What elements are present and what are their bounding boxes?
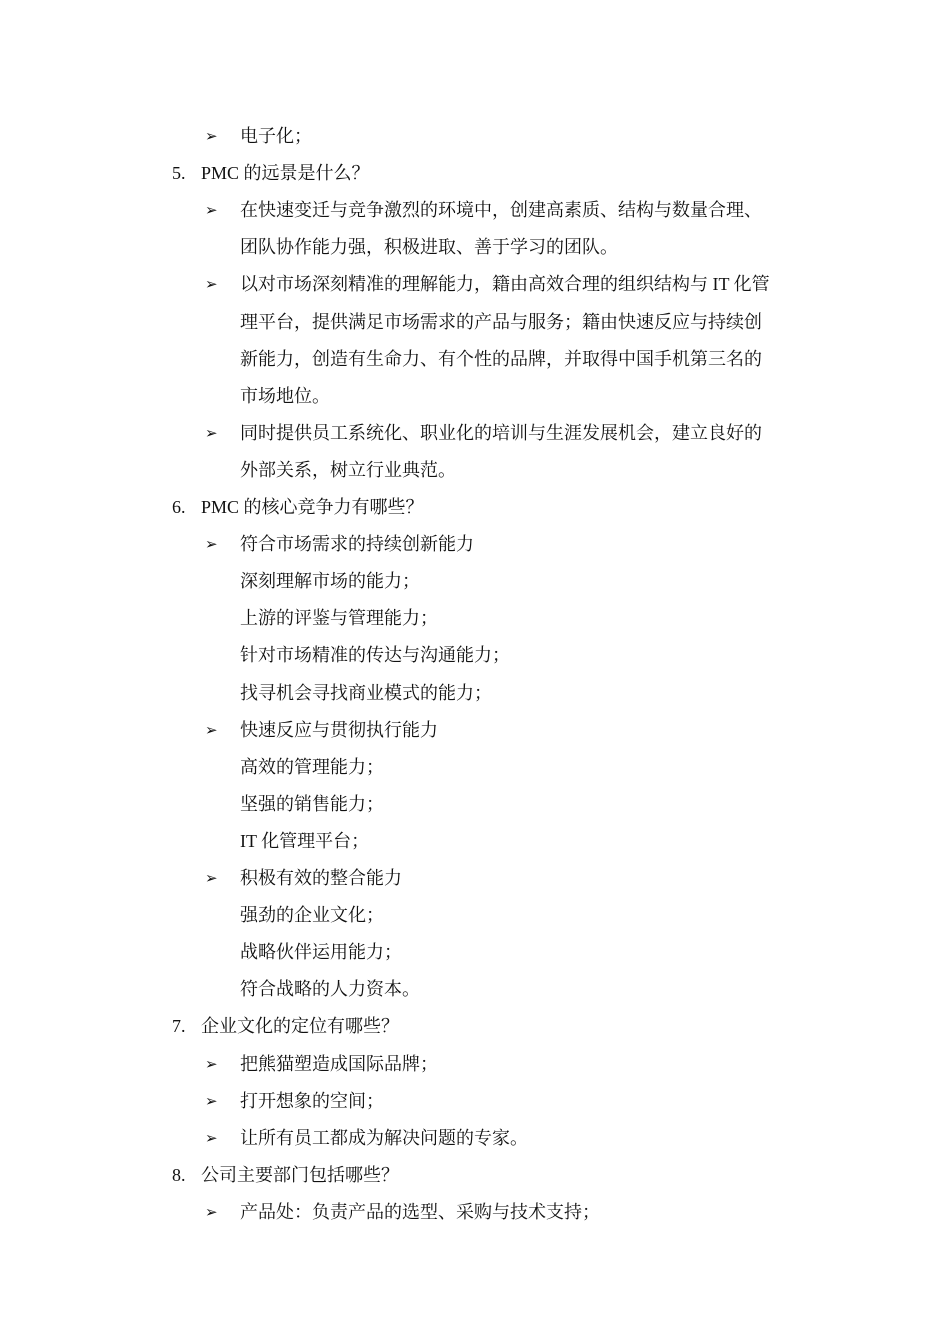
paragraph-text: 外部关系，树立行业典范。 — [240, 460, 456, 480]
arrow-bullet-icon: ➢ — [205, 127, 218, 145]
bullet-text: 快速反应与贯彻执行能力 — [240, 720, 438, 740]
paragraph-text: 高效的管理能力； — [240, 757, 384, 777]
paragraph-text: 市场地位。 — [240, 386, 330, 406]
arrow-bullet-icon: ➢ — [205, 275, 218, 293]
arrow-bullet-icon: ➢ — [205, 1055, 218, 1073]
continuation-line — [0, 384, 950, 408]
continuation-line — [0, 347, 950, 371]
bullet-text: 符合市场需求的持续创新能力 — [240, 534, 474, 554]
arrow-bullet-icon: ➢ — [205, 535, 218, 553]
bullet-text: 在快速变迁与竞争激烈的环境中，创建高素质、结构与数量合理、 — [240, 200, 762, 220]
bullet-text: 电子化； — [240, 126, 312, 146]
question-text: 企业文化的定位有哪些？ — [201, 1016, 399, 1036]
continuation-line — [0, 903, 950, 927]
paragraph-text: 强劲的企业文化； — [240, 905, 384, 925]
question-line — [0, 495, 950, 519]
question-number: 8. — [172, 1165, 186, 1185]
arrow-bullet-icon: ➢ — [205, 201, 218, 219]
continuation-line — [0, 643, 950, 667]
continuation-line — [0, 829, 950, 853]
continuation-line — [0, 940, 950, 964]
arrow-bullet-icon: ➢ — [205, 1092, 218, 1110]
bullet-item — [0, 1052, 950, 1076]
continuation-line — [0, 606, 950, 630]
continuation-line — [0, 792, 950, 816]
bullet-item — [0, 124, 950, 148]
paragraph-text: 符合战略的人力资本。 — [240, 979, 420, 999]
question-line — [0, 1163, 950, 1187]
arrow-bullet-icon: ➢ — [205, 869, 218, 887]
continuation-line — [0, 310, 950, 334]
bullet-item — [0, 1200, 950, 1224]
paragraph-text: 团队协作能力强，积极进取、善于学习的团队。 — [240, 237, 618, 257]
paragraph-text: IT 化管理平台； — [240, 831, 370, 851]
question-text: PMC 的核心竞争力有哪些？ — [201, 497, 424, 517]
paragraph-text: 找寻机会寻找商业模式的能力； — [240, 683, 492, 703]
paragraph-text: 理平台，提供满足市场需求的产品与服务；籍由快速反应与持续创 — [240, 312, 762, 332]
bullet-text: 产品处：负责产品的选型、采购与技术支持； — [240, 1202, 600, 1222]
paragraph-text: 上游的评鉴与管理能力； — [240, 608, 438, 628]
continuation-line — [0, 977, 950, 1001]
paragraph-text: 深刻理解市场的能力； — [240, 571, 420, 591]
paragraph-text: 坚强的销售能力； — [240, 794, 384, 814]
bullet-text: 以对市场深刻精准的理解能力，籍由高效合理的组织结构与 IT 化管 — [240, 274, 770, 294]
question-number: 5. — [172, 163, 186, 183]
bullet-text: 把熊猫塑造成国际品牌； — [240, 1054, 438, 1074]
bullet-text: 打开想象的空间； — [240, 1091, 384, 1111]
question-text: 公司主要部门包括哪些？ — [201, 1165, 399, 1185]
arrow-bullet-icon: ➢ — [205, 1129, 218, 1147]
bullet-item — [0, 718, 950, 742]
continuation-line — [0, 458, 950, 482]
bullet-item — [0, 1126, 950, 1150]
continuation-line — [0, 755, 950, 779]
arrow-bullet-icon: ➢ — [205, 424, 218, 442]
bullet-text: 同时提供员工系统化、职业化的培训与生涯发展机会，建立良好的 — [240, 423, 762, 443]
question-number: 6. — [172, 497, 186, 517]
continuation-line — [0, 681, 950, 705]
bullet-item — [0, 421, 950, 445]
bullet-text: 让所有员工都成为解决问题的专家。 — [240, 1128, 528, 1148]
question-number: 7. — [172, 1016, 186, 1036]
paragraph-text: 战略伙伴运用能力； — [240, 942, 402, 962]
continuation-line — [0, 235, 950, 259]
arrow-bullet-icon: ➢ — [205, 721, 218, 739]
paragraph-text: 针对市场精准的传达与沟通能力； — [240, 645, 510, 665]
question-line — [0, 1014, 950, 1038]
question-text: PMC 的远景是什么？ — [201, 163, 370, 183]
question-line — [0, 161, 950, 185]
bullet-item — [0, 272, 950, 296]
bullet-item — [0, 1089, 950, 1113]
arrow-bullet-icon: ➢ — [205, 1203, 218, 1221]
bullet-item — [0, 198, 950, 222]
bullet-text: 积极有效的整合能力 — [240, 868, 402, 888]
bullet-item — [0, 866, 950, 890]
paragraph-text: 新能力，创造有生命力、有个性的品牌，并取得中国手机第三名的 — [240, 349, 762, 369]
bullet-item — [0, 532, 950, 556]
continuation-line — [0, 569, 950, 593]
